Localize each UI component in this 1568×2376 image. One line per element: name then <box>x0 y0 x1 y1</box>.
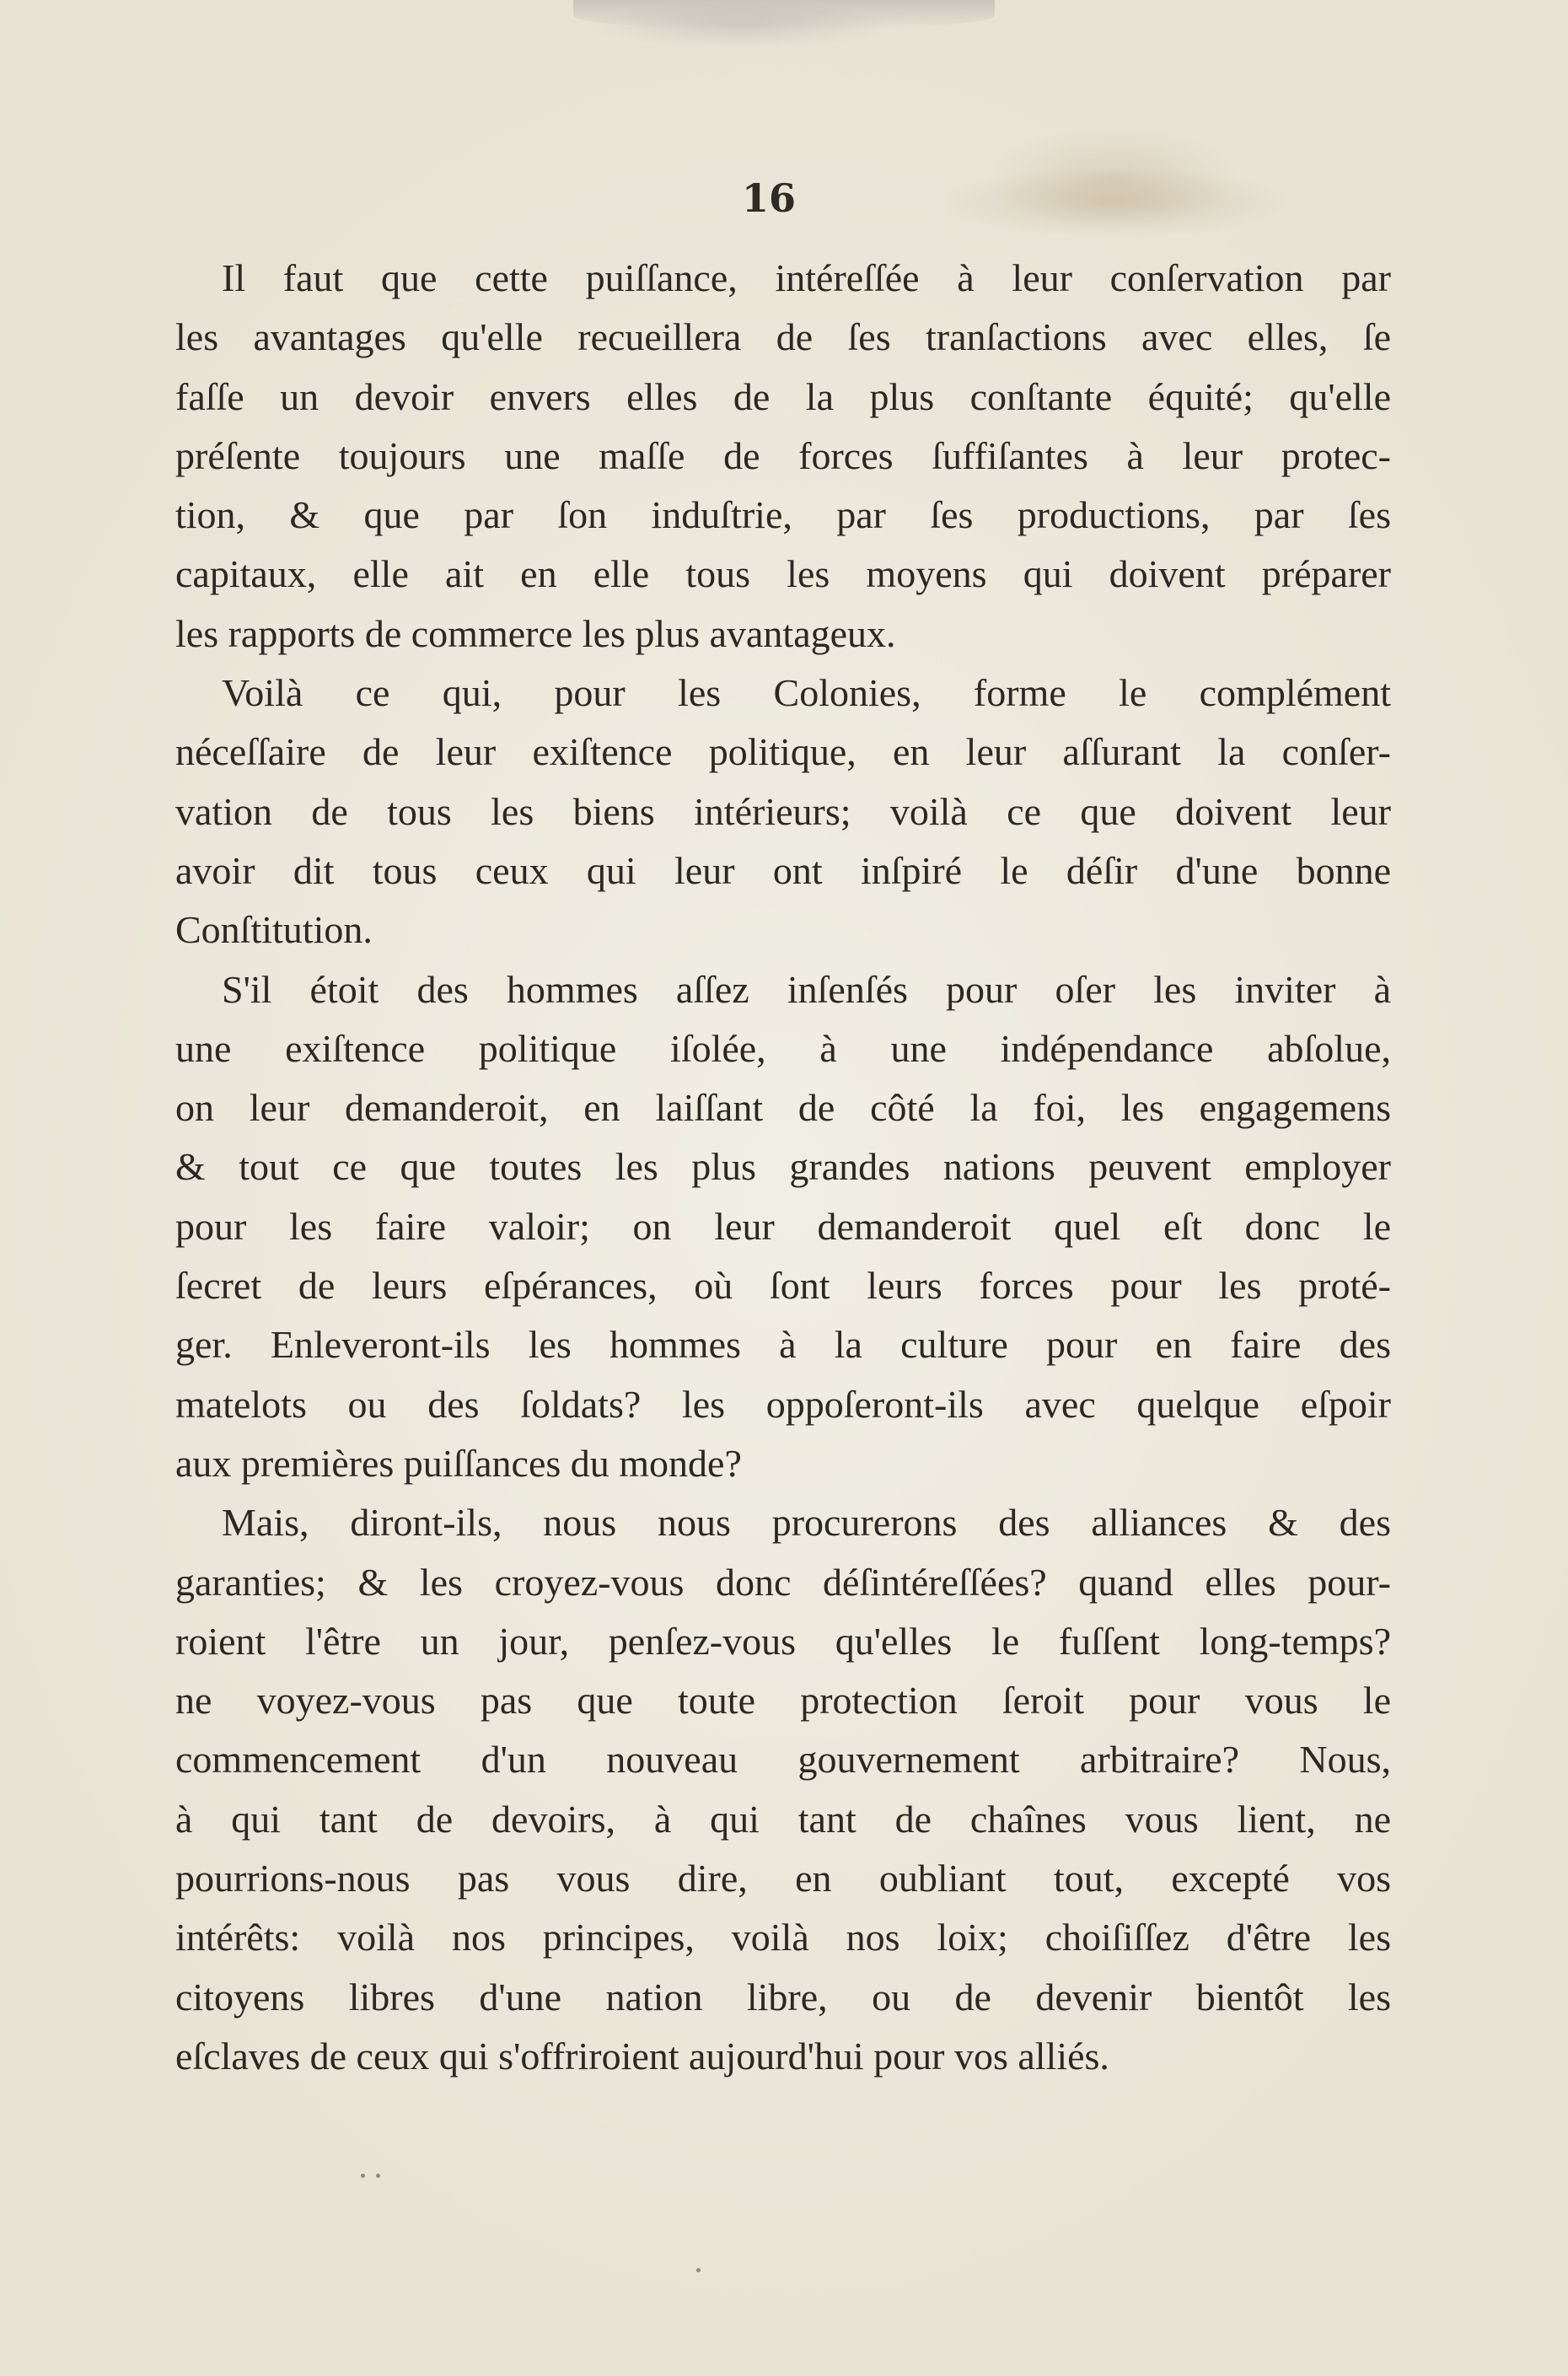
text-line: tion, & que par ſon induſtrie, par ſes productions, par ſes <box>175 493 1391 537</box>
text-line: les avantages qu'elle recueillera de ſes tranſactions avec elles, ſe <box>175 315 1391 359</box>
text-line: Mais, diront-ils, nous nous procurerons des alliances & des <box>222 1501 1391 1545</box>
text-line: néceſſaire de leur exiſtence politique, en leur aſſurant la conſer- <box>175 730 1391 774</box>
body-text <box>175 249 1391 2086</box>
text-line: ſecret de leurs eſpérances, où ſont leurs forces pour les proté- <box>175 1264 1391 1308</box>
text-line: commencement d'un nouveau gouvernement arbitraire? Nous, <box>175 1738 1391 1782</box>
text-line: faſſe un devoir envers elles de la plus conſtante équité; qu'elle <box>175 374 1391 418</box>
paragraph-1 <box>175 249 1391 664</box>
text-line: S'il étoit des hommes aſſez inſenſés pour oſer les inviter à <box>222 967 1391 1011</box>
paper-stain-top <box>573 0 995 30</box>
text-line: pour les faire valoir; on leur demanderoit quel eſt donc le <box>175 1204 1391 1248</box>
text-line: Voilà ce qui, pour les Colonies, forme le complément <box>222 671 1391 715</box>
text-line: citoyens libres d'une nation libre, ou de devenir bientôt les <box>175 1975 1391 2019</box>
text-line: Il faut que cette puiſſance, intéreſſée à leur conſervation par <box>222 256 1391 299</box>
text-line: ne voyez-vous pas que toute protection ſeroit pour vous le <box>175 1679 1391 1723</box>
text-line: roient l'être un jour, penſez-vous qu'elles le fuſſent long-temps? <box>175 1619 1391 1663</box>
paragraph-4 <box>175 1493 1391 2086</box>
paragraph-3 <box>175 960 1391 1494</box>
paper-speck <box>361 2174 365 2178</box>
text-line: Conſtitution. <box>175 908 373 952</box>
paper-stain-corner <box>986 126 1239 228</box>
text-line: eſclaves de ceux qui s'offriroient aujourd'hui pour vos alliés. <box>175 2034 1109 2078</box>
text-line: on leur demanderoit, en laiſſant de côté la foi, les engagemens <box>175 1086 1391 1130</box>
text-line: garanties; & les croyez-vous donc déſintéreſſées? quand elles pour- <box>175 1560 1391 1604</box>
paper-speck <box>696 2268 701 2272</box>
text-line: intérêts: voilà nos principes, voilà nos loix; choiſiſſez d'être les <box>175 1916 1391 1959</box>
paper-speck <box>376 2174 380 2178</box>
text-line: préſente toujours une maſſe de forces ſuffiſantes à leur protec- <box>175 433 1391 477</box>
text-line: matelots ou des ſoldats? les oppoſeront-ils avec quelque eſpoir <box>175 1382 1391 1426</box>
text-line: & tout ce que toutes les plus grandes nations peuvent employer <box>175 1145 1391 1189</box>
text-line: aux premières puiſſances du monde? <box>175 1441 742 1485</box>
text-line: pourrions-nous pas vous dire, en oubliant tout, excepté vos <box>175 1857 1391 1900</box>
text-line: capitaux, elle ait en elle tous les moyens qui doivent préparer <box>175 552 1391 596</box>
text-line: avoir dit tous ceux qui leur ont inſpiré le déſir d'une bonne <box>175 848 1391 892</box>
page-number: 16 <box>742 175 797 221</box>
text-line: à qui tant de devoirs, à qui tant de chaînes vous lient, ne <box>175 1797 1391 1841</box>
text-line: une exiſtence politique iſolée, à une indépendance abſolue, <box>175 1026 1391 1070</box>
text-line: vation de tous les biens intérieurs; voilà ce que doivent leur <box>175 789 1391 833</box>
text-line: les rapports de commerce les plus avantageux. <box>175 611 896 655</box>
text-line: ger. Enleveront-ils les hommes à la culture pour en faire des <box>175 1323 1391 1367</box>
paragraph-2 <box>175 664 1391 960</box>
